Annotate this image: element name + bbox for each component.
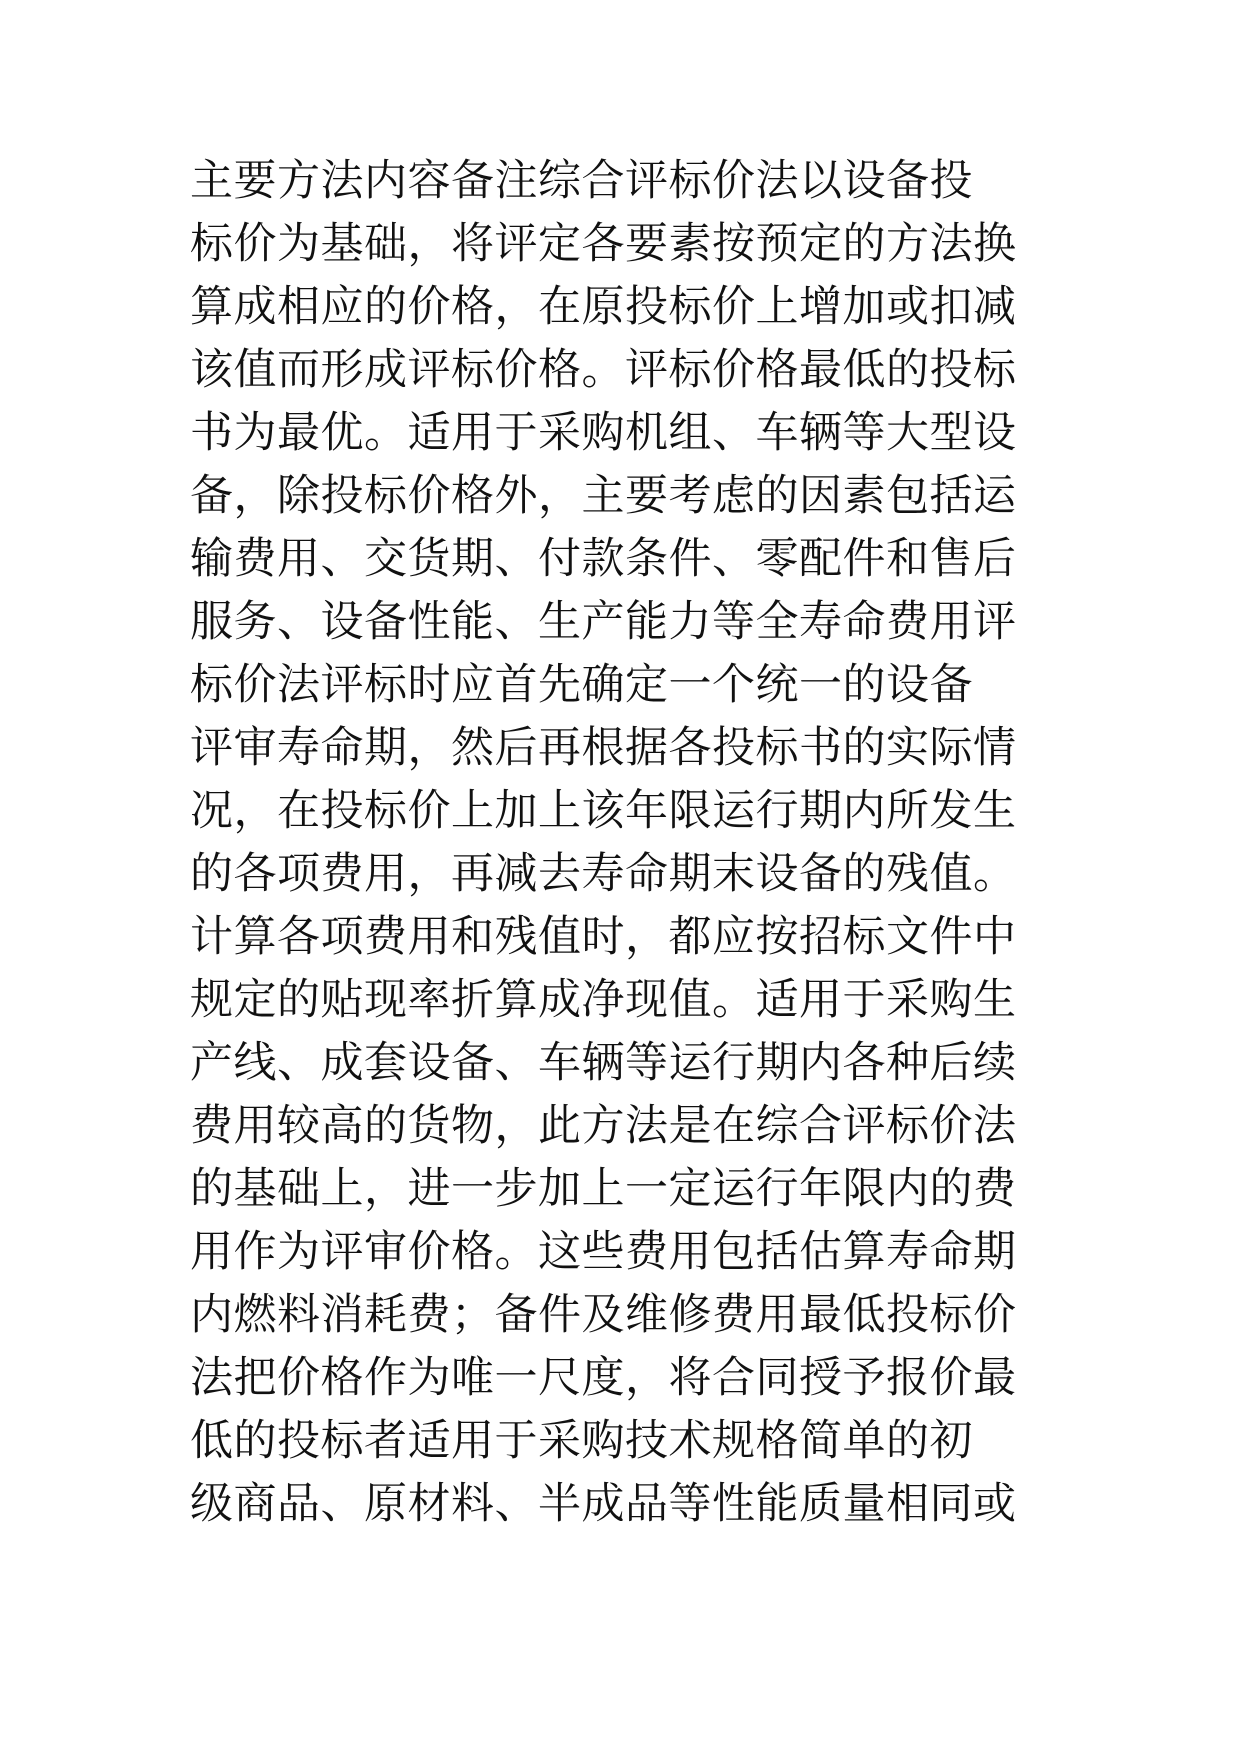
- text-line: 内燃料消耗费；备件及维修费用最低投标价: [190, 1290, 1017, 1340]
- text-line: 产线、成套设备、车辆等运行期内各种后续: [190, 1038, 1017, 1088]
- text-line: 况，在投标价上加上该年限运行期内所发生: [190, 786, 1017, 836]
- text-line: 标价法评标时应首先确定一个统一的设备: [190, 660, 973, 710]
- body-text: [190, 150, 1070, 1536]
- text-line: 书为最优。适用于采购机组、车辆等大型设: [190, 408, 1017, 458]
- text-line: 的基础上，进一步加上一定运行年限内的费: [190, 1164, 1017, 1214]
- text-line: 服务、设备性能、生产能力等全寿命费用评: [190, 597, 1017, 647]
- text-line: 备，除投标价格外，主要考虑的因素包括运: [190, 471, 1017, 521]
- text-line: 标价为基础，将评定各要素按预定的方法换: [190, 219, 1017, 269]
- text-line: 级商品、原材料、半成品等性能质量相同或: [190, 1479, 1017, 1529]
- text-line: 主要方法内容备注综合评标价法以设备投: [190, 156, 973, 206]
- text-line: 计算各项费用和残值时，都应按招标文件中: [190, 912, 1017, 962]
- text-line: 低的投标者适用于采购技术规格简单的初: [190, 1416, 973, 1466]
- text-line: 算成相应的价格，在原投标价上增加或扣减: [190, 282, 1017, 332]
- text-line: 的各项费用，再减去寿命期末设备的残值。: [190, 849, 1017, 899]
- text-line: 法把价格作为唯一尺度，将合同授予报价最: [190, 1353, 1017, 1403]
- text-line: 输费用、交货期、付款条件、零配件和售后: [190, 534, 1017, 584]
- text-line: 评审寿命期，然后再根据各投标书的实际情: [190, 723, 1017, 773]
- text-line: 该值而形成评标价格。评标价格最低的投标: [190, 345, 1017, 395]
- text-line: 用作为评审价格。这些费用包括估算寿命期: [190, 1227, 1017, 1277]
- text-line: 费用较高的货物，此方法是在综合评标价法: [190, 1101, 1017, 1151]
- text-line: 规定的贴现率折算成净现值。适用于采购生: [190, 975, 1017, 1025]
